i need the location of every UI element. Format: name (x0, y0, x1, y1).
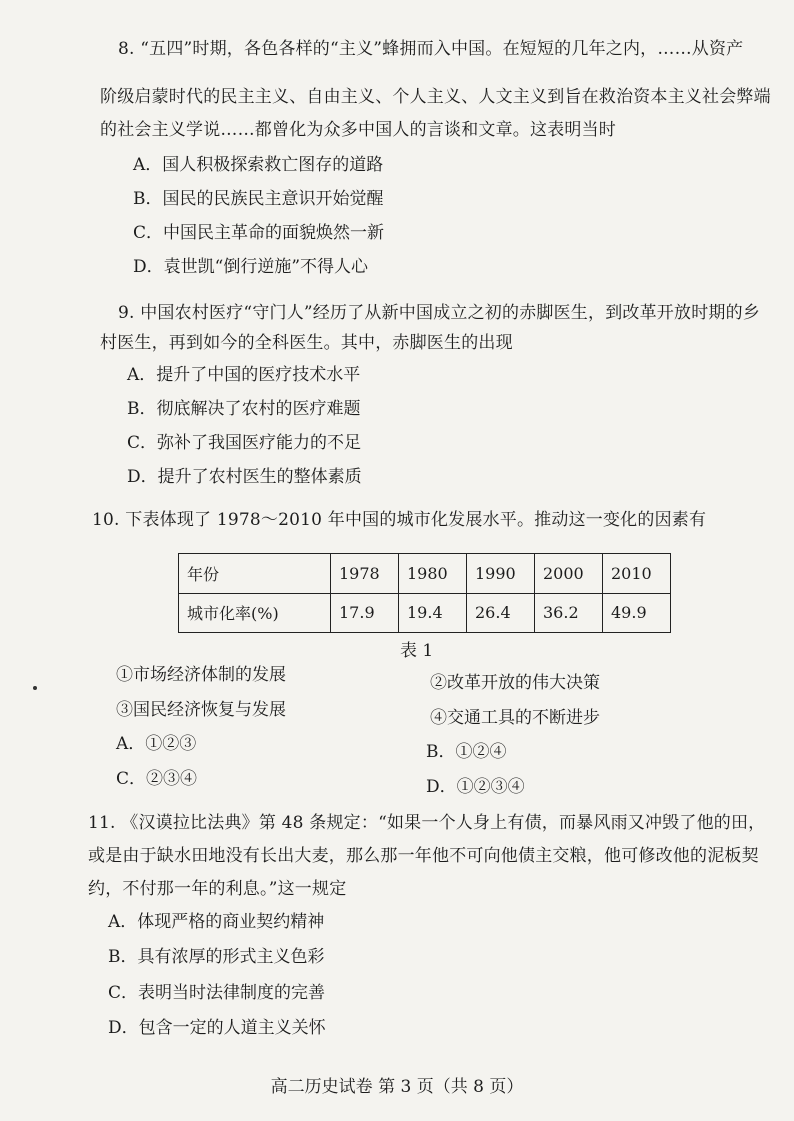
q11-option-b: B．具有浓厚的形式主义色彩 (108, 947, 325, 967)
q8-stem-line-3: 的社会主义学说……都曾化为众多中国人的言谈和文章。这表明当时 (100, 120, 616, 140)
q10-option-a: A．①②③ (116, 734, 197, 754)
q8-stem-line-2: 阶级启蒙时代的民主主义、自由主义、个人主义、人文主义到旨在救治资本主义社会弊端 (100, 87, 771, 107)
q11-option-d: D．包含一定的人道主义关怀 (108, 1018, 326, 1038)
table-cell-rate: 49.9 (603, 593, 671, 633)
q8-option-b: B．国民的民族民主意识开始觉醒 (133, 189, 384, 209)
q11-stem-line-3: 约，不付那一年的利息。”这一规定 (88, 879, 347, 899)
q10-statement-3: ③国民经济恢复与发展 (116, 700, 286, 720)
scan-speck (33, 686, 37, 690)
table-header-year: 年份 (179, 554, 331, 594)
q11-stem-line-2: 或是由于缺水田地没有长出大麦，那么那一年他不可向他债主交粮，他可修改他的泥板契 (88, 846, 759, 866)
table-row (179, 554, 671, 594)
q8-option-d: D．袁世凯“倒行逆施”不得人心 (133, 257, 369, 277)
q10-statement-2: ②改革开放的伟大决策 (430, 673, 600, 693)
table-cell-rate: 19.4 (399, 593, 467, 633)
table-cell-year: 1980 (399, 554, 467, 594)
q8-option-c: C．中国民主革命的面貌焕然一新 (133, 223, 385, 243)
table-cell-year: 1978 (331, 554, 399, 594)
q9-stem-line-1: 9. 中国农村医疗“守门人”经历了从新中国成立之初的赤脚医生，到改革开放时期的乡 (118, 303, 761, 323)
q10-stem-line-1: 10. 下表体现了 1978～2010 年中国的城市化发展水平。推动这一变化的因素有 (92, 510, 707, 530)
table-caption: 表 1 (400, 641, 434, 661)
q9-option-a: A．提升了中国的医疗技术水平 (127, 365, 361, 385)
q9-option-d: D．提升了农村医生的整体素质 (127, 467, 362, 487)
table-cell-year: 1990 (467, 554, 535, 594)
q10-option-b: B．①②④ (426, 742, 507, 762)
q11-option-c: C．表明当时法律制度的完善 (108, 983, 326, 1003)
table-cell-rate: 17.9 (331, 593, 399, 633)
page-footer: 高二历史试卷 第 3 页（共 8 页） (270, 1077, 524, 1097)
table-row (179, 593, 671, 633)
q11-stem-line-1: 11. 《汉谟拉比法典》第 48 条规定：“如果一个人身上有债，而暴风雨又冲毁了他的田， (88, 813, 766, 833)
q9-option-b: B．彻底解决了农村的医疗难题 (127, 399, 361, 419)
table-header-rate: 城市化率(%) (179, 593, 331, 633)
q8-option-a: A．国人积极探索救亡图存的道路 (133, 155, 384, 175)
q10-statement-1: ①市场经济体制的发展 (116, 665, 286, 685)
q10-option-d: D．①②③④ (426, 777, 525, 797)
table-cell-year: 2000 (535, 554, 603, 594)
q8-stem-line-1: 8. “五四”时期，各色各样的“主义”蜂拥而入中国。在短短的几年之内，……从资产 (118, 39, 744, 59)
q9-option-c: C．弥补了我国医疗能力的不足 (127, 433, 362, 453)
q9-stem-line-2: 村医生，再到如今的全科医生。其中，赤脚医生的出现 (100, 333, 513, 353)
urbanization-table (178, 553, 671, 633)
table-cell-rate: 36.2 (535, 593, 603, 633)
table-cell-rate: 26.4 (467, 593, 535, 633)
q10-option-c: C．②③④ (116, 769, 198, 789)
table-cell-year: 2010 (603, 554, 671, 594)
q10-statement-4: ④交通工具的不断进步 (430, 708, 600, 728)
q11-option-a: A．体现严格的商业契约精神 (108, 912, 325, 932)
